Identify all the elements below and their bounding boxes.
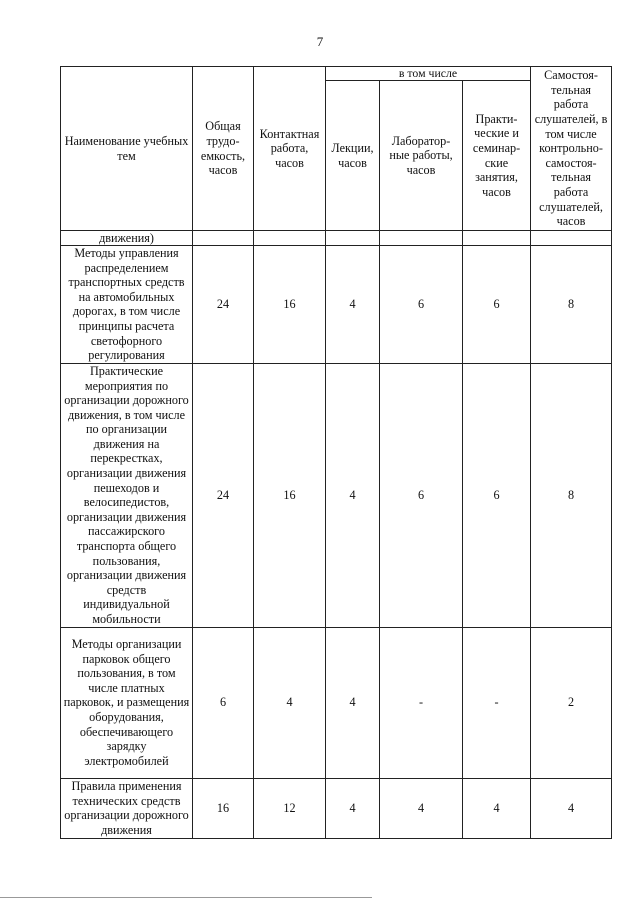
- contact-hours-cell: 12: [254, 778, 326, 838]
- self-study-cell: 8: [531, 246, 612, 364]
- header-practical: Практи-ческие и семинар-ские занятия, часов: [463, 81, 531, 231]
- self-study-cell: 8: [531, 363, 612, 627]
- total-hours-cell: 24: [193, 246, 254, 364]
- header-lectures: Лекции, часов: [326, 81, 380, 231]
- lectures-cell: 4: [326, 778, 380, 838]
- scan-edge-line: [0, 897, 372, 898]
- labs-cell: 4: [380, 778, 463, 838]
- curriculum-table: [60, 66, 612, 839]
- contact-hours-cell: 16: [254, 246, 326, 364]
- empty-cell: [193, 231, 254, 246]
- empty-cell: [326, 231, 380, 246]
- total-hours-cell: 24: [193, 363, 254, 627]
- empty-cell: [254, 231, 326, 246]
- header-self-study-hours: Самостоя-тельная работа слушателей, в том числе контрольно-самостоя-тельная работа слушателей, часов: [531, 67, 612, 231]
- header-topic: Наименование учебных тем: [61, 67, 193, 231]
- self-study-cell: 2: [531, 627, 612, 778]
- lectures-cell: 4: [326, 246, 380, 364]
- header-labs: Лаборатор-ные работы, часов: [380, 81, 463, 231]
- table-row: [61, 778, 612, 838]
- practical-cell: -: [463, 627, 531, 778]
- topic-cell: Методы организации парковок общего пользования, в том числе платных парковок, и размещения оборудования, обеспечивающего зарядку электромобилей: [61, 627, 193, 778]
- continuation-text: движения): [61, 231, 193, 246]
- self-study-cell: 4: [531, 778, 612, 838]
- header-including: в том числе: [326, 67, 531, 81]
- contact-hours-cell: 4: [254, 627, 326, 778]
- labs-cell: -: [380, 627, 463, 778]
- total-hours-cell: 6: [193, 627, 254, 778]
- topic-cell: Правила применения технических средств организации дорожного движения: [61, 778, 193, 838]
- table-header: [61, 67, 612, 231]
- table-row: [61, 627, 612, 778]
- header-contact-hours: Контактная работа, часов: [254, 67, 326, 231]
- page-number: 7: [316, 34, 324, 49]
- lectures-cell: 4: [326, 363, 380, 627]
- header-total-hours: Общая трудо-емкость, часов: [193, 67, 254, 231]
- empty-cell: [380, 231, 463, 246]
- table-row: [61, 246, 612, 364]
- lectures-cell: 4: [326, 627, 380, 778]
- practical-cell: 6: [463, 246, 531, 364]
- topic-cell: Методы управления распределением транспортных средств на автомобильных дорогах, в том числе принципы расчета светофорного регулирования: [61, 246, 193, 364]
- labs-cell: 6: [380, 363, 463, 627]
- continuation-row: [61, 231, 612, 246]
- table-body: [61, 231, 612, 839]
- practical-cell: 4: [463, 778, 531, 838]
- total-hours-cell: 16: [193, 778, 254, 838]
- empty-cell: [531, 231, 612, 246]
- contact-hours-cell: 16: [254, 363, 326, 627]
- empty-cell: [463, 231, 531, 246]
- topic-cell: Практические мероприятия по организации дорожного движения, в том числе по организации движения на перекрестках, организации движения пешеходов и велосипедистов, организации движения пассажирского транспорта общего пользования, организации движения средств индивидуальной мобильности: [61, 363, 193, 627]
- table-row: [61, 363, 612, 627]
- practical-cell: 6: [463, 363, 531, 627]
- labs-cell: 6: [380, 246, 463, 364]
